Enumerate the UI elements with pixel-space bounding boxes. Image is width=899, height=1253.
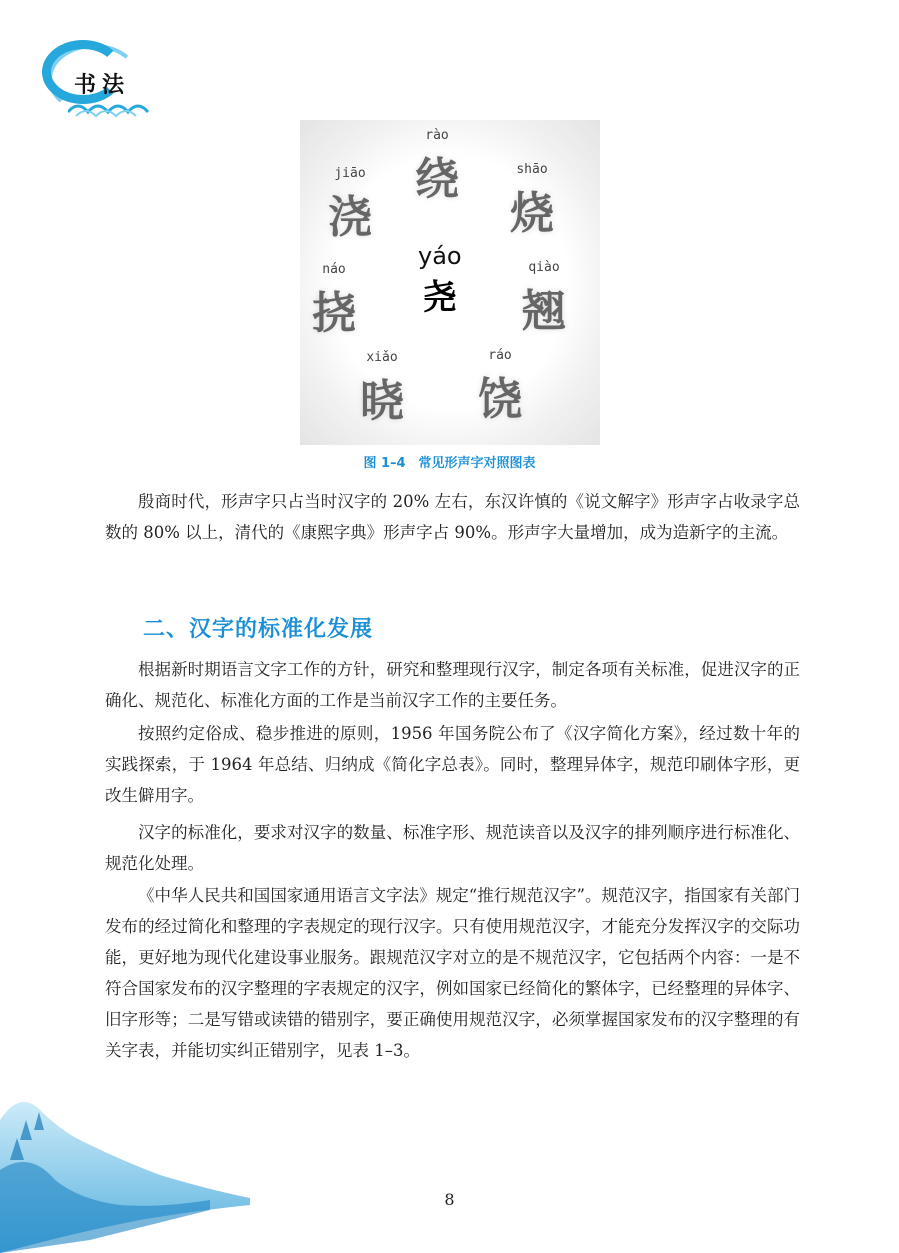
pinyin: xiǎo bbox=[366, 350, 398, 365]
figure-item bbox=[522, 260, 566, 339]
pinyin: qiào bbox=[528, 260, 560, 275]
character: 晓 bbox=[360, 376, 404, 427]
paragraph: 根据新时期语言文字工作的方针，研究和整理现行汉字，制定各项有关标准，促进汉字的正确化、规范化、标准化方面的工作是当前汉字工作的主要任务。 bbox=[105, 660, 800, 710]
figure-center-item bbox=[418, 242, 462, 319]
figure-item bbox=[328, 166, 372, 245]
pinyin: jiāo bbox=[334, 166, 366, 181]
paragraph: 《中华人民共和国国家通用语言文字法》规定“推行规范汉字”。规范汉字，指国家有关部门发布的经过简化和整理的字表规定的现行汉字。只有使用规范汉字，才能充分发挥汉字的交际功能，更好地为现代化建设事业服务。跟规范汉字对立的是不规范汉字，它包括两个内容：一是不符合国家发布的汉字整理的字表规定的汉字，例如国家已经简化的繁体字，已经整理的异体字、旧字形等；二是写错或读错的错别字，要正确使用规范汉字，必须掌握国家发布的汉字整理的有关字表，并能切实纠正错别字，见表 1–3。 bbox=[105, 886, 800, 1060]
pinyin: ráo bbox=[488, 348, 512, 363]
section-heading: 二、汉字的标准化发展 bbox=[143, 616, 374, 642]
header-logo bbox=[38, 36, 168, 116]
figure-item bbox=[360, 350, 404, 429]
character: 翘 bbox=[522, 286, 566, 337]
figure-caption: 图 1–4 常见形声字对照图表 bbox=[363, 456, 536, 471]
wave-icon bbox=[68, 98, 158, 118]
character: 烧 bbox=[510, 188, 554, 239]
figure-item bbox=[478, 348, 522, 427]
paragraph: 殷商时代，形声字只占当时汉字的 20% 左右，东汉许慎的《说文解字》形声字占收录字总数的 80% 以上，清代的《康熙字典》形声字占 90%。形声字大量增加，成为造新字的主流。 bbox=[105, 492, 800, 542]
character: 尧 bbox=[422, 278, 457, 318]
pinyin: shāo bbox=[516, 162, 548, 177]
figure-item bbox=[415, 128, 459, 207]
paragraph: 按照约定俗成、稳步推进的原则，1956 年国务院公布了《汉字简化方案》，经过数十年的实践探索，于 1964 年总结、归纳成《简化字总表》。同时，整理异体字，规范印刷体字形，更改生僻用字。 bbox=[105, 724, 800, 805]
paragraph: 汉字的标准化，要求对汉字的数量、标准字形、规范读音以及汉字的排列顺序进行标准化、规范化处理。 bbox=[105, 823, 800, 873]
pinyin: yáo bbox=[418, 242, 462, 270]
character: 绕 bbox=[415, 154, 459, 205]
character: 挠 bbox=[312, 288, 356, 339]
figure-item bbox=[312, 262, 356, 341]
logo-text: 书法 bbox=[74, 73, 131, 98]
landscape-decoration-icon bbox=[0, 1080, 260, 1253]
figure-item bbox=[510, 162, 554, 241]
pinyin: rào bbox=[425, 128, 449, 143]
character: 饶 bbox=[478, 374, 522, 425]
page-number: 8 bbox=[444, 1190, 455, 1209]
pinyin: náo bbox=[322, 262, 346, 277]
character: 浇 bbox=[328, 192, 372, 243]
phonetic-character-figure bbox=[300, 120, 600, 445]
